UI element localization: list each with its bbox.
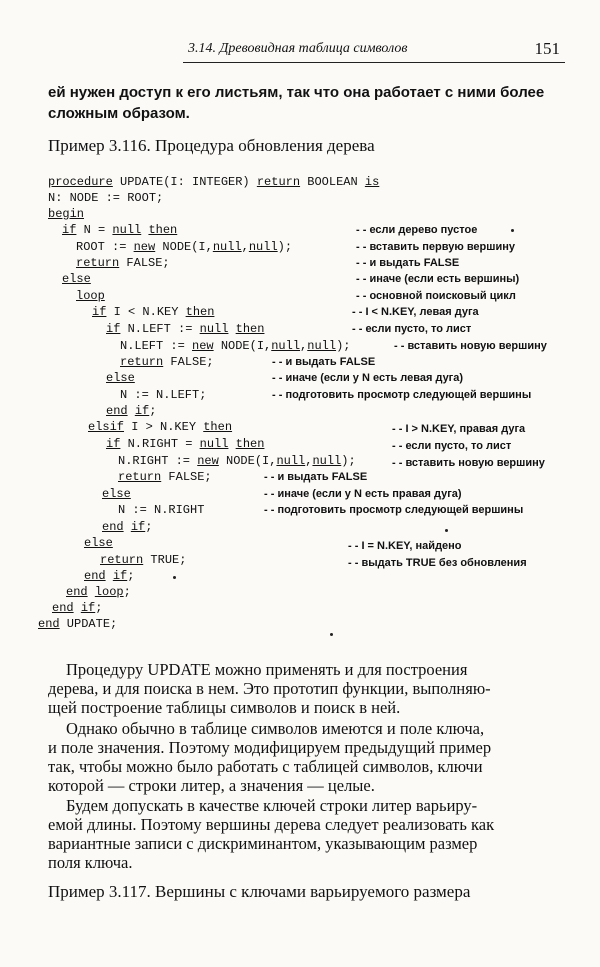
code-line: procedure UPDATE(I: INTEGER) return BOOLEAN is <box>48 175 380 189</box>
code-line: if N = null then <box>62 223 178 237</box>
code-line: else <box>62 272 91 286</box>
code-line: return FALSE; <box>76 256 170 270</box>
code-line: end UPDATE; <box>38 617 118 631</box>
print-speck <box>173 576 176 579</box>
code-line: end if; <box>106 404 157 418</box>
code-line: else <box>102 487 131 501</box>
paragraph-3-line: емой длины. Поэтому вершины дерева следует реализовать как <box>48 815 495 834</box>
code-line: if N.RIGHT = null then <box>106 437 265 451</box>
code-comment: - - и выдать FALSE <box>272 356 376 368</box>
code-line: else <box>106 371 135 385</box>
code-comment: - - иначе (если у N есть правая дуга) <box>264 488 462 500</box>
paragraph-2-line: так, чтобы можно было работать с таблицей символов, ключи <box>48 757 483 776</box>
code-comment: - - подготовить просмотр следующей вершины <box>264 504 524 516</box>
code-line: N := N.LEFT; <box>120 388 207 402</box>
code-comment: - - иначе (если у N есть левая дуга) <box>272 372 464 384</box>
code-line: end if; <box>84 569 135 583</box>
code-comment: - - и выдать FALSE <box>356 257 460 269</box>
code-comment: - - если дерево пустое <box>356 224 478 236</box>
code-line: return FALSE; <box>120 355 214 369</box>
intro-line-2: сложным образом. <box>48 105 190 122</box>
paragraph-2-line: которой — строки литер, а значения — целые. <box>48 776 375 795</box>
page-number: 151 <box>534 39 560 58</box>
code-comment: - - выдать TRUE без обновления <box>348 557 527 569</box>
code-line: if I < N.KEY then <box>92 305 215 319</box>
print-speck <box>511 229 514 232</box>
code-comment: - - основной поисковый цикл <box>356 290 516 302</box>
code-comment: - - подготовить просмотр следующей вершины <box>272 389 532 401</box>
code-line: ROOT := new NODE(I,null,null); <box>76 240 293 254</box>
paragraph-1-line: Процедуру UPDATE можно применять и для построения <box>66 660 468 679</box>
code-comment: - - I > N.KEY, правая дуга <box>392 423 526 435</box>
code-line: if N.LEFT := null then <box>106 322 265 336</box>
code-line: N.RIGHT := new NODE(I,null,null); <box>118 454 356 468</box>
code-comment: - - вставить новую вершину <box>394 340 547 352</box>
code-comment: - - если пусто, то лист <box>352 323 472 335</box>
code-line: N.LEFT := new NODE(I,null,null); <box>120 339 351 353</box>
code-comment: - - и выдать FALSE <box>264 471 368 483</box>
paragraph-2-line: Однако обычно в таблице символов имеются и поле ключа, <box>66 719 485 738</box>
code-line: return FALSE; <box>118 470 212 484</box>
code-line: else <box>84 536 113 550</box>
running-header <box>188 41 560 57</box>
paragraph-1-line: щей построение таблицы символов и поиск в ней. <box>48 698 401 717</box>
paragraph-2-line: и поле значения. Поэтому модифицируем предыдущий пример <box>48 738 492 757</box>
code-comment: - - I = N.KEY, найдено <box>348 540 462 552</box>
code-line: end loop; <box>66 585 131 599</box>
code-comment: - - I < N.KEY, левая дуга <box>352 306 479 318</box>
running-title: 3.14. Древовидная таблица символов <box>188 41 408 56</box>
example-caption-3-117: Пример 3.117. Вершины с ключами варьируемого размера <box>48 882 471 901</box>
code-line: N: NODE := ROOT; <box>48 191 164 205</box>
paragraph-3-line: Будем допускать в качестве ключей строки литер варьиру- <box>66 796 478 815</box>
paragraph-3-line: поля ключа. <box>48 853 133 872</box>
print-speck <box>330 633 333 636</box>
code-line: elsif I > N.KEY then <box>88 420 233 434</box>
print-speck <box>445 529 448 532</box>
code-comment: - - вставить первую вершину <box>356 241 515 253</box>
example-caption-3-116: Пример 3.116. Процедура обновления дерева <box>48 136 375 155</box>
paragraph-3-line: вариантные записи с дискриминантом, указывающим размер <box>48 834 478 853</box>
code-line: begin <box>48 207 85 221</box>
code-comment: - - вставить новую вершину <box>392 457 545 469</box>
code-comment: - - иначе (если есть вершины) <box>356 273 520 285</box>
code-line: N := N.RIGHT <box>118 503 205 517</box>
paragraph-1-line: дерева, и для поиска в нем. Это прототип функции, выполняю- <box>48 679 491 698</box>
intro-line-1: ей нужен доступ к его листьям, так что она работает с ними более <box>48 84 545 101</box>
code-line: end if; <box>102 520 153 534</box>
code-line: end if; <box>52 601 103 615</box>
header-rule <box>183 62 565 63</box>
code-line: return TRUE; <box>100 553 187 567</box>
code-line: loop <box>76 289 105 303</box>
code-comment: - - если пусто, то лист <box>392 440 512 452</box>
